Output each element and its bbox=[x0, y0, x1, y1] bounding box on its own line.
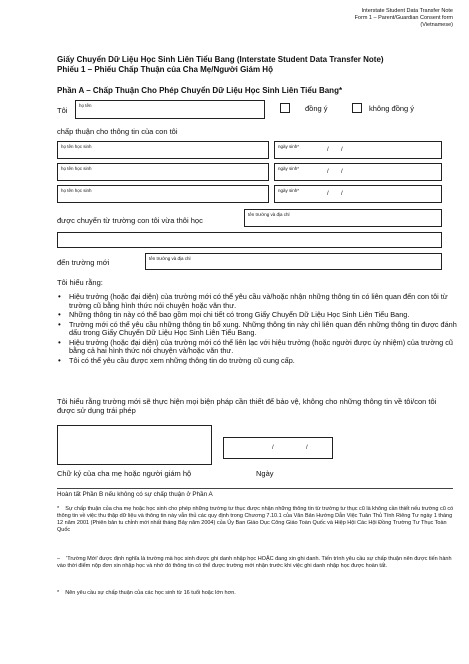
child-name-field[interactable] bbox=[57, 163, 269, 181]
agree-checkbox[interactable] bbox=[280, 103, 290, 113]
footnote-text: Nên yêu cầu sự chấp thuận của các học sinh từ 16 tuổi hoặc lớn hơn. bbox=[65, 590, 236, 596]
date-slash: / bbox=[341, 147, 343, 153]
divider bbox=[57, 488, 453, 489]
list-item: • Hiệu trưởng (hoặc đại diện) của trường mới có thể yêu cầu và/hoặc nhận những thông tin có liên quan đến con tôi từ trường cũ bằng hình thức nói chuyện hoặc văn thư. bbox=[58, 292, 448, 310]
date-slash: / bbox=[341, 169, 343, 175]
date-slash: / bbox=[327, 191, 329, 197]
new-school-field[interactable] bbox=[145, 253, 442, 270]
footnote-text: 'Trường Mới' được định nghĩa là trường mà học sinh được ghi danh nhập học HOẶC đang xin ghi danh. Tiến trình yêu cầu sự chấp thuận nên được tiến hành vào thời điểm nộp đơn xin nhập học và nhớ đó thông tin có thể được trường mới nhận trước khi việc ghi danh nhập học được hoàn tất. bbox=[57, 556, 452, 569]
list-item: • Trường mới có thể yêu cầu những thông tin bổ xung. Những thông tin này chỉ liên quan đến những thông tin được đánh dấu trong Giấy Chuyển Dữ Liệu Học Sinh Liên Tiểu Bang. bbox=[58, 319, 457, 337]
header-note bbox=[355, 8, 453, 29]
form-title bbox=[57, 55, 457, 75]
old-school-field[interactable] bbox=[244, 209, 442, 227]
title-line1: Giấy Chuyển Dữ Liệu Học Sinh Liên Tiểu Bang (Interstate Student Data Transfer Note) bbox=[57, 55, 384, 64]
old-school-address-field[interactable] bbox=[57, 232, 442, 248]
signature-field[interactable] bbox=[57, 425, 212, 465]
signature-caption: Chữ ký của cha mẹ hoặc người giám hộ bbox=[57, 469, 192, 478]
list-item: • Những thông tin này có thể bao gồm mọi chi tiết có trong Giấy Chuyển Dữ Liệu Học Sinh Liên Tiểu Bang. bbox=[58, 310, 410, 319]
disagree-checkbox[interactable] bbox=[352, 103, 362, 113]
old-school-label: tên trường và địa chỉ bbox=[248, 212, 290, 217]
understand-list bbox=[57, 293, 457, 366]
footnote-mark: * bbox=[57, 506, 60, 512]
footnote bbox=[57, 506, 455, 534]
footnote bbox=[57, 556, 455, 570]
child-dob-label: ngày sinh* bbox=[278, 166, 300, 171]
transfer-from-text: được chuyển từ trường con tôi vừa thôi học bbox=[57, 216, 203, 225]
child-dob-field[interactable] bbox=[274, 163, 442, 181]
child-dob-field[interactable] bbox=[274, 185, 442, 203]
understand-heading: Tôi hiểu rằng: bbox=[57, 278, 103, 287]
footnote-mark: * bbox=[57, 590, 60, 596]
transfer-to-text: đến trường mới bbox=[57, 258, 110, 267]
list-item: • Tôi có thể yêu cầu được xem những thông tin do trường cũ cung cấp. bbox=[58, 355, 295, 365]
child-dob-field[interactable] bbox=[274, 141, 442, 159]
footnote-text: Sự chấp thuận của cha mẹ hoặc học sinh cho phép những trường tư thục được nhận những thông tin từ trường tư thục cũ là không cần thiết nếu trường cũ có thông tin về việc thu thập dữ liệu và thông tin này vẫn thủ các quy định trong Chương 7.10.1 của Văn Bản Hướng Dẫn Việc Tuân Thủ Tính Riêng Tư ngày 1 tháng 12 năm 2001 (Phiên bản tu chỉnh mới nhất tháng Bảy năm 2004) của Ủy Ban Giáo Dục Công Giáo Toàn Quốc và Hiệp Hội Các Hội Đồng Trường Tư Thục Toàn Quốc bbox=[57, 506, 454, 533]
child-name-field[interactable] bbox=[57, 141, 269, 159]
child-dob-label: ngày sinh* bbox=[278, 188, 300, 193]
header-note-line1: Interstate Student Data Transfer Note bbox=[361, 8, 453, 14]
date-caption: Ngày bbox=[256, 469, 274, 478]
header-note-line3: (Vietnamese) bbox=[420, 22, 453, 28]
consent-text: chấp thuận cho thông tin của con tôi bbox=[57, 127, 178, 136]
date-slash: / bbox=[327, 169, 329, 175]
date-slash: / bbox=[341, 191, 343, 197]
child-name-label: họ tên học sinh bbox=[61, 166, 92, 171]
header-note-line2: Form 1 – Parent/Guardian Consent form bbox=[354, 15, 453, 21]
list-item: • Hiệu trưởng (hoặc đại diện) của trường mới có thể liên lạc với hiệu trưởng (hoặc người được ủy nhiệm) của trường cũ bằng cả hai hình thức nói chuyện và/hoặc văn thư. bbox=[58, 337, 453, 355]
footnote bbox=[57, 590, 455, 597]
new-school-label: tên trường và địa chỉ bbox=[149, 256, 191, 261]
child-name-label: họ tên học sinh bbox=[61, 144, 92, 149]
child-name-label: họ tên học sinh bbox=[61, 188, 92, 193]
signature-date-field[interactable] bbox=[223, 437, 333, 459]
date-slash: / bbox=[306, 445, 308, 451]
section-a-heading: Phần A – Chấp Thuận Cho Phép Chuyển Dữ Liệu Học Sinh Liên Tiểu Bang* bbox=[57, 86, 343, 95]
date-slash: / bbox=[327, 147, 329, 153]
date-slash: / bbox=[272, 445, 274, 451]
disagree-label: không đồng ý bbox=[369, 104, 415, 113]
toi-label: Tôi bbox=[57, 106, 68, 115]
footnote-mark: – bbox=[57, 556, 61, 562]
child-name-field[interactable] bbox=[57, 185, 269, 203]
child-dob-label: ngày sinh* bbox=[278, 144, 300, 149]
parent-name-field[interactable] bbox=[75, 100, 265, 119]
agree-label: đồng ý bbox=[305, 104, 328, 113]
finish-note: Hoàn tất Phần B nếu không có sự chấp thuận ở Phần A bbox=[57, 491, 213, 498]
title-line2: Phiếu 1 – Phiếu Chấp Thuận của Cha Mẹ/Người Giám Hộ bbox=[57, 65, 273, 74]
protection-text: Tôi hiểu rằng trường mới sẽ thực hiện mọi biện pháp cần thiết để bảo vệ, không cho những thông tin về tôi/con tôi được sử dụng trái phép bbox=[57, 397, 437, 415]
parent-name-field-label: họ tên bbox=[79, 103, 92, 108]
